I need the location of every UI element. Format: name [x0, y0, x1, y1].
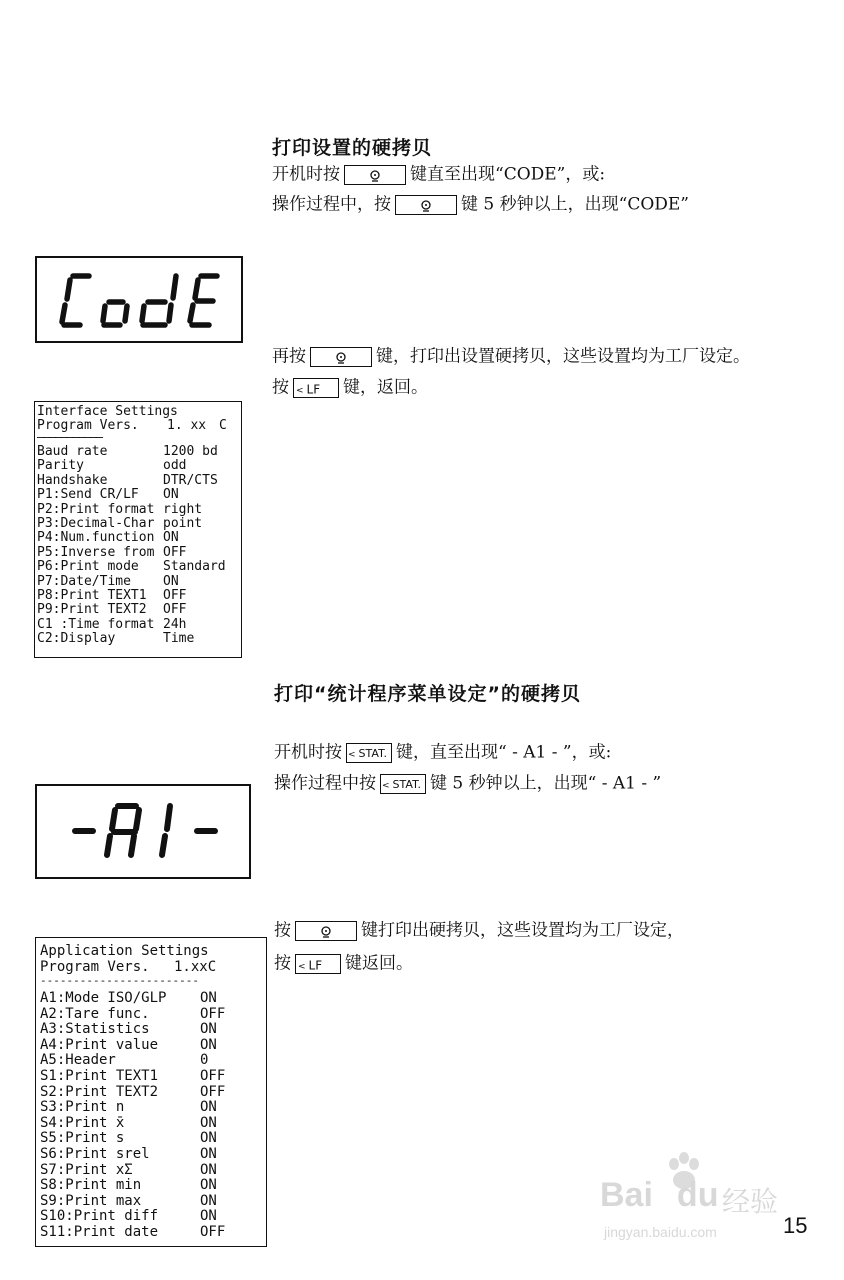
application-setting-row — [40, 1084, 262, 1100]
interface-setting-row — [37, 631, 239, 646]
lf-key — [295, 954, 341, 974]
application-setting-row — [40, 1052, 262, 1068]
watermark-url: jingyan.baidu.com — [604, 1224, 717, 1240]
interface-setting-row — [37, 617, 239, 632]
section2-line1 — [274, 738, 611, 767]
setting-value: ON — [163, 487, 179, 503]
setting-label: S6:Print srel — [40, 1146, 150, 1162]
setting-label: S8:Print min — [40, 1177, 142, 1194]
interface-setting-row — [37, 458, 239, 473]
lcd-a1-segments — [37, 786, 249, 877]
setting-label: P3:Decimal-Char — [37, 516, 155, 531]
print-icon — [419, 199, 433, 213]
interface-settings-printout — [34, 401, 242, 658]
application-setting-row — [40, 1068, 262, 1084]
lcd-display-code — [35, 256, 243, 343]
baidu-watermark — [600, 1150, 790, 1250]
interface-setting-row — [37, 559, 239, 574]
setting-label: P9:Print TEXT2 — [37, 602, 147, 618]
section2-line2 — [274, 769, 661, 798]
setting-value: 1200 bd — [163, 444, 218, 459]
interface-setting-row — [37, 516, 239, 531]
interface-setting-row — [37, 444, 239, 459]
interface-setting-row — [37, 487, 239, 502]
section2-line4 — [274, 949, 413, 978]
setting-value: 0 — [200, 1052, 209, 1069]
setting-value: OFF — [200, 1005, 226, 1022]
setting-label: Handshake — [37, 472, 108, 488]
setting-label: S9:Print max — [40, 1192, 142, 1209]
application-version-row — [40, 959, 262, 975]
print-key — [395, 195, 457, 215]
print-key — [295, 921, 357, 941]
interface-setting-row — [37, 473, 239, 488]
section2-line3 — [274, 916, 684, 945]
setting-value: ON — [200, 1192, 217, 1209]
interface-setting-row — [37, 588, 239, 603]
section1-line3-after: 键，打印出设置硬拷贝，这些设置均为工厂设定。 — [376, 346, 750, 367]
setting-value: ON — [163, 530, 179, 546]
application-version-value: 1.xxC — [174, 959, 217, 975]
section1-line1-before: 开机时按 — [272, 164, 340, 185]
section1-line2-after: 键 5 秒钟以上，出现“CODE” — [461, 194, 689, 215]
setting-value: ON — [200, 1161, 217, 1178]
stat-key — [380, 774, 426, 794]
setting-value: odd — [163, 458, 187, 474]
lf-arrow-icon: < — [296, 385, 304, 396]
setting-label: S11:Print date — [40, 1224, 159, 1240]
interface-setting-row — [37, 574, 239, 589]
interface-setting-row — [37, 502, 239, 517]
section2-line2-after: 键 5 秒钟以上，出现“ - A1 - ” — [430, 773, 662, 794]
watermark-brand-du: du — [676, 1176, 719, 1214]
print-icon — [319, 925, 333, 939]
section2-line3-after: 键打印出硬拷贝，这些设置均为工厂设定， — [361, 920, 684, 941]
section1-line1 — [272, 160, 605, 189]
interface-setting-row — [37, 602, 239, 617]
application-setting-row — [40, 1224, 262, 1240]
setting-label: C1 :Time format — [37, 616, 155, 632]
setting-label: S10:Print diff — [40, 1208, 159, 1225]
section1-line4 — [272, 373, 428, 402]
section1-line1-after: 键直至出现“CODE”，或: — [410, 164, 606, 185]
stat-key-label: STAT. — [392, 777, 421, 791]
stat-key-label: STAT. — [358, 746, 387, 760]
setting-value: Standard — [163, 559, 226, 575]
setting-label: Parity — [37, 458, 84, 474]
setting-label: P2:Print format — [37, 501, 155, 517]
setting-label: P6:Print mode — [37, 559, 139, 575]
watermark-brand — [600, 1176, 718, 1215]
setting-value: OFF — [200, 1068, 226, 1084]
section1-line4-before: 按 — [272, 377, 289, 398]
setting-label: A4:Print value — [40, 1036, 159, 1053]
setting-label: C2:Display — [37, 631, 116, 647]
setting-value: right — [163, 501, 203, 517]
print-icon — [368, 169, 382, 183]
application-setting-row — [40, 1193, 262, 1209]
setting-label: A5:Header — [40, 1052, 116, 1069]
print-icon — [334, 351, 348, 365]
application-version-label: Program Vers. — [40, 959, 150, 975]
section1-line3-before: 再按 — [272, 346, 306, 367]
interface-version-label: Program Vers. — [37, 418, 139, 433]
setting-label: S7:Print xΣ — [40, 1161, 133, 1178]
lcd-code-segments — [37, 258, 241, 341]
setting-value: ON — [200, 990, 217, 1006]
setting-value: OFF — [163, 544, 187, 560]
section1-heading: 打印设置的硬拷贝 — [272, 137, 433, 159]
setting-label: P4:Num.function — [37, 530, 155, 546]
application-setting-row — [40, 1162, 262, 1178]
setting-value: ON — [163, 573, 179, 589]
setting-label: P7:Date/Time — [37, 573, 131, 589]
application-title: Application Settings — [40, 943, 209, 959]
lf-key-label: LF — [308, 958, 323, 972]
page-number: 15 — [783, 1213, 808, 1238]
application-setting-row — [40, 1208, 262, 1224]
section1-line3 — [272, 342, 750, 371]
setting-label: Baud rate — [37, 444, 108, 459]
print-key — [310, 347, 372, 367]
section2-line1-before: 开机时按 — [274, 742, 342, 763]
setting-value: ON — [200, 1114, 217, 1131]
interface-setting-row — [37, 530, 239, 545]
setting-value: ON — [200, 1036, 217, 1053]
setting-value: 24h — [163, 616, 187, 632]
interface-separator: ——————————— — [37, 430, 102, 445]
watermark-product: 经验 — [722, 1186, 779, 1217]
setting-label: P5:Inverse from — [37, 544, 155, 560]
section1-line2-before: 操作过程中，按 — [272, 194, 391, 215]
application-setting-row — [40, 1177, 262, 1193]
application-separator: ------------------------ — [40, 974, 199, 987]
stat-arrow-icon: < — [348, 749, 356, 760]
application-setting-row — [40, 1099, 262, 1115]
application-setting-row — [40, 1006, 262, 1022]
lf-key-label: LF — [306, 382, 321, 396]
setting-label: P1:Send CR/LF — [37, 487, 139, 503]
setting-label: S1:Print TEXT1 — [40, 1068, 159, 1084]
lf-key — [293, 378, 339, 398]
setting-value: OFF — [200, 1224, 226, 1240]
setting-value: OFF — [200, 1083, 226, 1100]
watermark-brand-bai: Bai — [600, 1176, 653, 1214]
setting-value: point — [163, 516, 203, 531]
application-setting-row — [40, 1146, 262, 1162]
interface-version-value: 1. xx — [167, 418, 207, 433]
application-setting-row — [40, 1130, 262, 1146]
application-settings-printout — [35, 937, 267, 1247]
application-setting-row — [40, 1021, 262, 1037]
section2-line4-before: 按 — [274, 953, 291, 974]
application-setting-row — [40, 990, 262, 1006]
setting-value: ON — [200, 1130, 217, 1147]
setting-value: OFF — [163, 588, 187, 603]
setting-label: S2:Print TEXT2 — [40, 1083, 159, 1100]
setting-value: OFF — [163, 602, 187, 618]
interface-title: Interface Settings — [37, 404, 178, 419]
application-setting-row — [40, 1115, 262, 1131]
section2-line4-after: 键返回。 — [345, 953, 413, 974]
setting-label: A3:Statistics — [40, 1021, 150, 1038]
setting-label: P8:Print TEXT1 — [37, 588, 147, 603]
application-setting-row — [40, 1037, 262, 1053]
section2-line1-after: 键，直至出现“ - A1 - ”，或: — [396, 742, 612, 763]
setting-label: S3:Print n — [40, 1099, 125, 1116]
lf-arrow-icon: < — [298, 961, 306, 972]
section1-line4-after: 键，返回。 — [343, 377, 428, 398]
setting-label: A2:Tare func. — [40, 1005, 150, 1022]
setting-label: A1:Mode ISO/GLP — [40, 990, 167, 1006]
setting-value: ON — [200, 1146, 217, 1162]
lcd-display-a1 — [35, 784, 251, 879]
setting-value: Time — [163, 631, 195, 647]
setting-value: ON — [200, 1099, 217, 1116]
setting-value: ON — [200, 1177, 217, 1194]
interface-setting-row — [37, 545, 239, 560]
print-key — [344, 165, 406, 185]
setting-label: S5:Print s — [40, 1130, 125, 1147]
setting-value: ON — [200, 1208, 217, 1225]
section2-line2-before: 操作过程中按 — [274, 773, 376, 794]
section2-line3-before: 按 — [274, 920, 291, 941]
section1-line2 — [272, 190, 689, 219]
stat-arrow-icon: < — [382, 780, 390, 791]
stat-key — [346, 743, 392, 763]
setting-value: ON — [200, 1021, 217, 1038]
section2-heading: 打印“统计程序菜单设定”的硬拷贝 — [274, 683, 581, 705]
interface-version-suffix: C — [219, 418, 227, 433]
setting-value: DTR/CTS — [163, 472, 218, 488]
setting-label: S4:Print x̄ — [40, 1114, 125, 1131]
